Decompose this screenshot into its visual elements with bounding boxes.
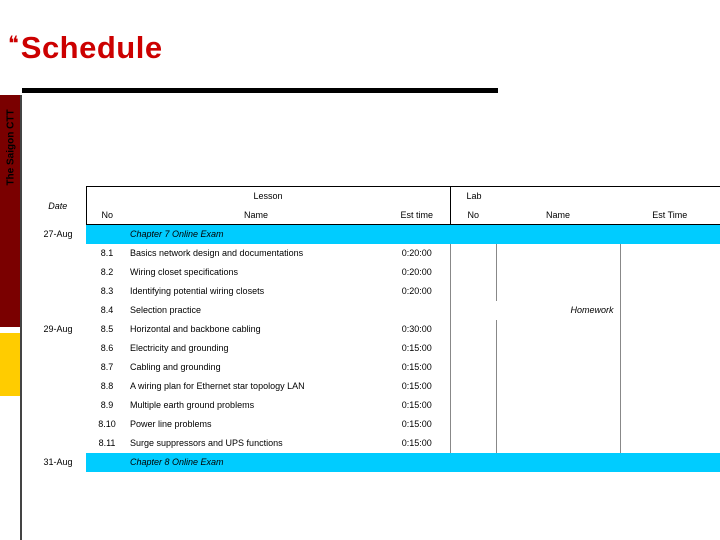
title-rule: [22, 88, 498, 93]
row-lab-name: [496, 320, 620, 339]
row-no: 8.6: [100, 343, 114, 353]
row-est: 0:15:00: [401, 438, 432, 448]
row-name: Chapter 8 Online Exam: [128, 453, 384, 472]
header-date: Date: [48, 200, 68, 211]
row-lab-no: [450, 396, 496, 415]
row-lab-name: [496, 396, 620, 415]
row-name: Selection practice: [130, 305, 202, 315]
row-lab-no: [450, 358, 496, 377]
row-lab-name: [496, 434, 620, 453]
row-lab-no: [450, 244, 496, 263]
row-lab-no: [450, 320, 496, 339]
row-date: [30, 358, 86, 377]
row-est: 0:15:00: [401, 400, 432, 410]
row-lab-name: [496, 358, 620, 377]
table-row: [30, 396, 720, 415]
row-no: 8.11: [98, 438, 116, 448]
row-lab-est: [620, 225, 720, 244]
row-lab-name: [496, 263, 620, 282]
row-lab-est: [620, 377, 720, 396]
row-name: Chapter 7 Online Exam: [128, 225, 384, 244]
row-lab-no: [450, 377, 496, 396]
header-lab-no: No: [450, 206, 496, 225]
row-date: [30, 377, 86, 396]
row-lab-est: [620, 434, 720, 453]
row-no: 8.1: [100, 248, 114, 258]
row-est: 0:15:00: [401, 381, 432, 391]
table-row: [30, 301, 720, 320]
table-row: [30, 263, 720, 282]
row-est: 0:15:00: [401, 419, 432, 429]
row-no: 8.5: [100, 324, 114, 334]
row-name: Surge suppressors and UPS functions: [130, 438, 283, 448]
header-lab-name: Name: [496, 206, 620, 225]
side-band-yellow: [0, 333, 22, 396]
row-lab-name: [496, 415, 620, 434]
header-row-1: [30, 187, 720, 206]
table-row: [30, 320, 720, 339]
row-no: 8.9: [100, 400, 114, 410]
row-no: 8.10: [98, 419, 116, 429]
row-lab-est: [620, 301, 720, 320]
side-divider: [20, 95, 22, 540]
row-lab-est: [620, 358, 720, 377]
row-no: 8.8: [100, 381, 114, 391]
table-row: [30, 339, 720, 358]
row-lab-est: [620, 396, 720, 415]
table-row: [30, 282, 720, 301]
row-date: 29-Aug: [43, 324, 73, 334]
table-row: [30, 358, 720, 377]
row-date: [30, 396, 86, 415]
row-name: Wiring closet specifications: [130, 267, 239, 277]
header-name: Name: [128, 206, 384, 225]
row-lab-no: [450, 415, 496, 434]
row-lab-est: [620, 282, 720, 301]
row-lab-no: [450, 453, 496, 472]
header-est-time: Est time: [384, 206, 450, 225]
row-name: Power line problems: [130, 419, 212, 429]
row-lab-no: [450, 225, 496, 244]
row-date: [30, 263, 86, 282]
row-lab-est: [620, 415, 720, 434]
row-lab-name: [496, 225, 620, 244]
table-row: [30, 415, 720, 434]
table-row: [30, 244, 720, 263]
row-lab-no: [450, 339, 496, 358]
row-est: 0:15:00: [401, 362, 432, 372]
row-no: [86, 453, 128, 472]
row-lab-est: [620, 244, 720, 263]
row-no: 8.4: [100, 305, 114, 315]
row-name: Basics network design and documentations: [130, 248, 304, 258]
row-name: Electricity and grounding: [130, 343, 229, 353]
row-lab-est: [620, 320, 720, 339]
row-date: 27-Aug: [43, 229, 73, 239]
row-est: 0:30:00: [401, 324, 432, 334]
row-date: [30, 339, 86, 358]
table-row: [30, 434, 720, 453]
schedule-table: [30, 186, 720, 472]
row-est: [384, 453, 450, 472]
row-name: Multiple earth ground problems: [130, 400, 255, 410]
row-est: 0:20:00: [401, 286, 432, 296]
row-date: [30, 434, 86, 453]
table-row: [30, 453, 720, 472]
row-date: [30, 415, 86, 434]
row-lab-name: [496, 377, 620, 396]
row-lab-name: [496, 339, 620, 358]
row-est: 0:20:00: [401, 248, 432, 258]
row-name: A wiring plan for Ethernet star topology LAN: [130, 381, 305, 391]
header-lab-est-time: Est Time: [620, 206, 720, 225]
row-est: [384, 301, 450, 320]
row-date: [30, 282, 86, 301]
row-est: [384, 225, 450, 244]
header-no: No: [86, 206, 128, 225]
row-no: 8.2: [100, 267, 114, 277]
table-row: [30, 225, 720, 244]
row-name: Cabling and grounding: [130, 362, 221, 372]
row-date: [30, 244, 86, 263]
side-title: The Saigon CTT: [5, 109, 17, 186]
row-lab-est: [620, 453, 720, 472]
row-date: [30, 301, 86, 320]
row-date: 31-Aug: [43, 457, 73, 467]
row-lab-no: [450, 434, 496, 453]
table-row: [30, 377, 720, 396]
row-lab-est: [620, 263, 720, 282]
row-lab-name: [496, 282, 620, 301]
header-lab: Lab: [450, 187, 720, 206]
row-lab-name: [496, 453, 620, 472]
title-row: [8, 30, 163, 66]
row-est: 0:15:00: [401, 343, 432, 353]
header-row-2: [30, 206, 720, 225]
row-homework: Homework: [450, 301, 620, 320]
row-no: 8.3: [100, 286, 114, 296]
row-no: [86, 225, 128, 244]
bullet-icon: ❝: [8, 31, 19, 55]
row-no: 8.7: [100, 362, 114, 372]
page-title: Schedule: [20, 30, 163, 65]
row-lab-name: [496, 244, 620, 263]
header-lesson: Lesson: [86, 187, 450, 206]
row-name: Identifying potential wiring closets: [130, 286, 265, 296]
row-lab-no: [450, 282, 496, 301]
row-est: 0:20:00: [401, 267, 432, 277]
row-lab-est: [620, 339, 720, 358]
row-name: Horizontal and backbone cabling: [130, 324, 261, 334]
row-lab-no: [450, 263, 496, 282]
